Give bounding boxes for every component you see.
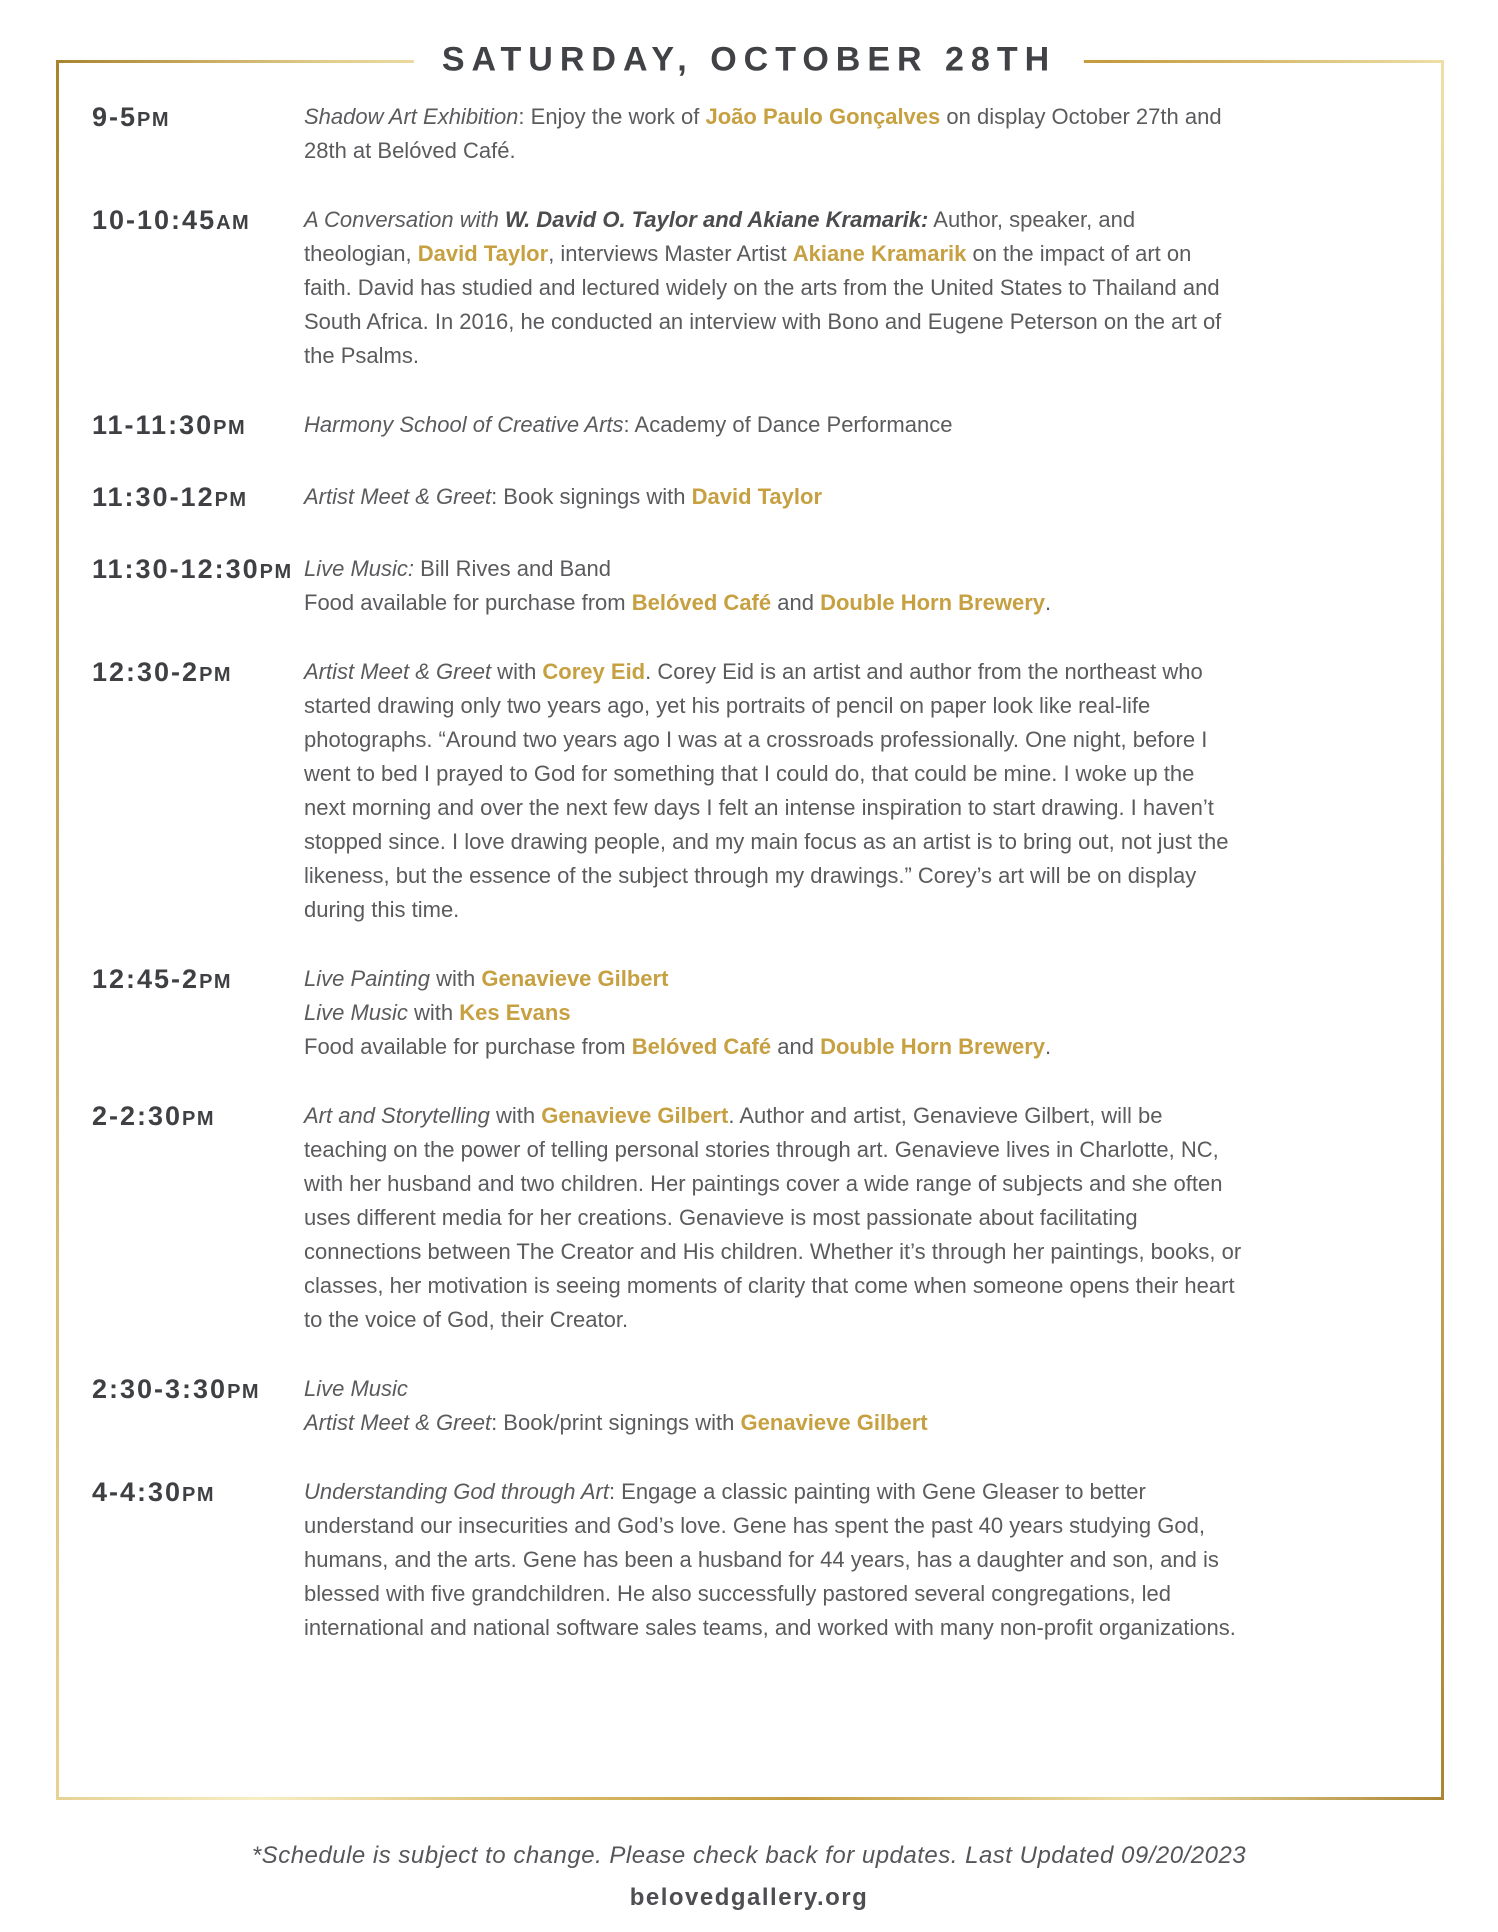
entry-description-line — [304, 586, 1242, 620]
text-segment: , interviews Master Artist — [548, 241, 793, 266]
entry-description-line — [304, 996, 1242, 1030]
text-segment: Food available for purchase from — [304, 1034, 632, 1059]
entry-description — [304, 655, 1242, 927]
entry-description-line — [304, 1406, 1242, 1440]
entry-time-meridiem: PM — [182, 1484, 216, 1506]
entry-time: 9-5PM — [92, 102, 171, 132]
entry-description — [304, 1099, 1242, 1337]
text-segment: : Book/print signings with — [491, 1410, 741, 1435]
text-segment: : Book signings with — [491, 484, 692, 509]
entry-time: 10-10:45AM — [92, 205, 251, 235]
text-segment: Artist Meet & Greet — [304, 1410, 492, 1435]
text-segment: : Enjoy the work of — [518, 104, 706, 129]
schedule-list — [92, 100, 1242, 1680]
entry-description — [304, 552, 1242, 620]
text-segment: . Author and artist, Genavieve Gilbert, will be teaching on the power of telling personal stories through art. Genavieve lives in Charlotte, NC, with her husband and two children. Her paintings cover a wide range of subjects and she often uses different media for her creations. Genavieve is most passionate about facilitating connections between The Creator and His children. Whether it’s through her paintings, books, or classes, her motivation is seeing moments of clarity that come when someone opens their heart to the voice of God, their Creator. — [304, 1103, 1242, 1332]
schedule-entry — [92, 203, 1242, 373]
text-segment: Understanding God through Art — [304, 1479, 609, 1504]
highlighted-name: Genavieve Gilbert — [740, 1410, 928, 1435]
highlighted-name: Corey Eid — [542, 659, 646, 684]
text-segment: . — [1045, 590, 1052, 615]
entry-time: 11:30-12PM — [92, 482, 248, 512]
entry-description — [304, 480, 1242, 517]
text-segment: with — [407, 1000, 460, 1025]
text-segment: Live Painting — [304, 966, 430, 991]
highlighted-name: Genavieve Gilbert — [541, 1103, 729, 1128]
entry-description-line — [304, 655, 1242, 927]
highlighted-name: Belóved Café — [631, 590, 772, 615]
text-segment: : Academy of Dance Performance — [623, 412, 953, 437]
text-segment: . — [1045, 1034, 1052, 1059]
text-segment: . Corey Eid is an artist and author from the northeast who started drawing only two years ago, yet his portraits of pencil on paper look like real-life photographs. “Around two years ago I was at a crossroads professionally. One night, before I went to bed I prayed to God for something that I could do, that could be mine. I woke up the next morning and over the next few days I felt an intense inspiration to start drawing. I haven’t stopped since. I love drawing people, and my main focus as an artist is to bring out, not just the likeness, but the essence of the subject through my drawings.” Corey’s art will be on display during this time. — [304, 659, 1229, 922]
text-segment: Bill Rives and Band — [414, 556, 611, 581]
text-segment: and — [771, 1034, 821, 1059]
entry-time-meridiem: PM — [213, 417, 247, 439]
highlighted-name: Genavieve Gilbert — [481, 966, 669, 991]
text-segment: on display October 27th and 28th at Belóved Café. — [304, 104, 1222, 163]
entry-description — [304, 203, 1242, 373]
text-segment: with — [491, 659, 543, 684]
entry-time-meridiem: PM — [182, 1108, 216, 1130]
entry-description-line — [304, 552, 1242, 586]
highlighted-name: Double Horn Brewery — [820, 590, 1045, 615]
text-segment: with — [429, 966, 482, 991]
highlighted-name: David Taylor — [417, 241, 549, 266]
entry-description-line — [304, 480, 1242, 514]
schedule-entry — [92, 962, 1242, 1064]
entry-time-meridiem: PM — [199, 664, 233, 686]
entry-description — [304, 408, 1242, 445]
highlighted-name: Akiane Kramarik — [792, 241, 967, 266]
entry-description-line — [304, 203, 1242, 373]
highlighted-name: João Paulo Gonçalves — [705, 104, 941, 129]
text-segment: W. David O. Taylor and Akiane Kramarik: — [504, 207, 929, 232]
schedule-entry — [92, 1372, 1242, 1440]
text-segment: Live Music: — [304, 556, 415, 581]
website-text: belovedgallery.org — [629, 1884, 869, 1911]
entry-time-meridiem: PM — [137, 109, 171, 131]
entry-description — [304, 1372, 1242, 1440]
text-segment: Artist Meet & Greet — [304, 484, 492, 509]
text-segment: Author, speaker, and theologian, — [304, 207, 1136, 266]
schedule-entry — [92, 100, 1242, 168]
text-segment: Art and Storytelling — [304, 1103, 490, 1128]
highlighted-name: David Taylor — [691, 484, 823, 509]
text-segment: Food available for purchase from — [304, 590, 632, 615]
schedule-entry — [92, 480, 1242, 517]
highlighted-name: Kes Evans — [459, 1000, 571, 1025]
entry-time: 2-2:30PM — [92, 1101, 216, 1131]
entry-time-meridiem: AM — [216, 212, 251, 234]
entry-time-meridiem: PM — [259, 561, 293, 583]
entry-time: 11:30-12:30PM — [92, 554, 293, 584]
entry-description — [304, 1475, 1242, 1645]
text-segment: Live Music — [304, 1000, 408, 1025]
schedule-entry — [92, 655, 1242, 927]
highlighted-name: Belóved Café — [631, 1034, 772, 1059]
entry-time-meridiem: PM — [214, 489, 248, 511]
schedule-entry — [92, 408, 1242, 445]
entry-description-line — [304, 1099, 1242, 1337]
schedule-entry — [92, 552, 1242, 620]
footer-note: *Schedule is subject to change. Please check back for updates. Last Updated 09/20/2023 — [251, 1842, 1247, 1869]
text-segment: Shadow Art Exhibition — [304, 104, 519, 129]
entry-time: 12:30-2PM — [92, 657, 233, 687]
entry-description-line — [304, 962, 1242, 996]
entry-description-line — [304, 100, 1242, 168]
entry-time: 2:30-3:30PM — [92, 1374, 261, 1404]
text-segment: Harmony School of Creative Arts — [304, 412, 624, 437]
text-segment: and — [771, 590, 821, 615]
entry-time: 4-4:30PM — [92, 1477, 216, 1507]
entry-description-line — [304, 408, 1242, 442]
text-segment: A Conversation with — [304, 207, 505, 232]
entry-description-line — [304, 1030, 1242, 1064]
schedule-entry — [92, 1475, 1242, 1645]
highlighted-name: Double Horn Brewery — [820, 1034, 1045, 1059]
page-title-text: SATURDAY, OCTOBER 28TH — [441, 40, 1057, 79]
text-segment: with — [489, 1103, 542, 1128]
text-segment: Artist Meet & Greet — [304, 659, 492, 684]
schedule-entry — [92, 1099, 1242, 1337]
entry-time: 12:45-2PM — [92, 964, 233, 994]
entry-description — [304, 100, 1242, 168]
text-segment: on the impact of art on faith. David has studied and lectured widely on the arts from the United States to Thailand and South Africa. In 2016, he conducted an interview with Bono and Eugene Peterson on the art of the Psalms. — [304, 241, 1222, 368]
text-segment: : Engage a classic painting with Gene Gleaser to better understand our insecurities and God’s love. Gene has spent the past 40 years studying God, humans, and the arts. Gene has been a husband for 44 years, has a daughter and son, and is blessed with five grandchildren. He also successfully pastored several congregations, led international and national software sales teams, and worked with many non-profit organizations. — [304, 1479, 1236, 1640]
entry-description-line — [304, 1372, 1242, 1406]
entry-time-meridiem: PM — [199, 971, 233, 993]
entry-description-line — [304, 1475, 1242, 1645]
page-title — [414, 41, 1084, 80]
entry-description — [304, 962, 1242, 1064]
entry-time: 11-11:30PM — [92, 410, 247, 440]
text-segment: Live Music — [304, 1376, 408, 1401]
entry-time-meridiem: PM — [227, 1381, 261, 1403]
